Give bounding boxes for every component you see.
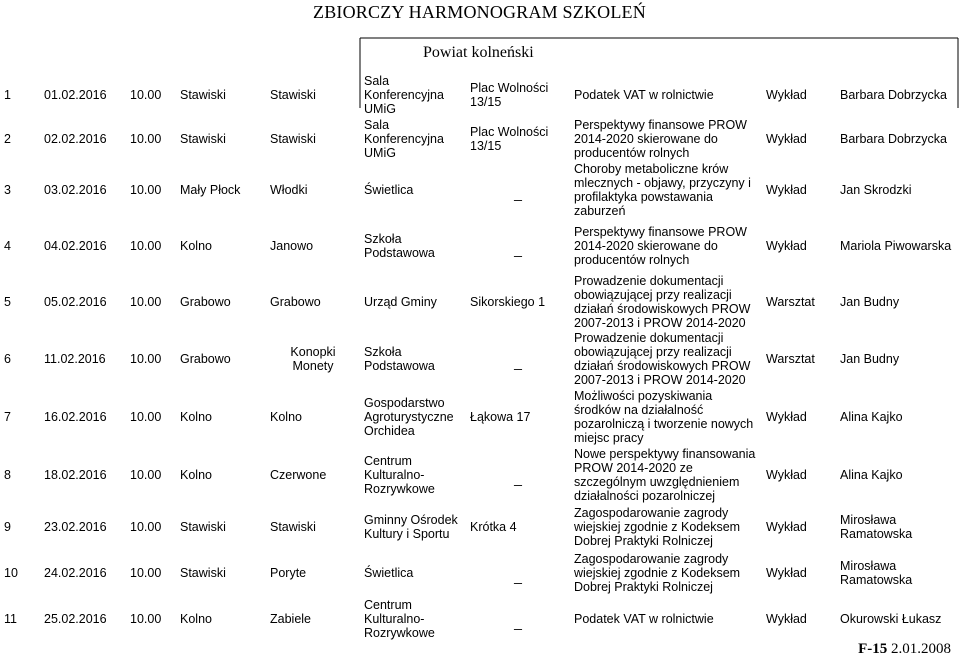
row-trainer: Alina Kajko	[840, 468, 903, 482]
row-place: Stawiski	[270, 520, 316, 534]
row-time: 10.00	[130, 352, 162, 366]
row-number: 6	[4, 352, 11, 366]
row-trainer: Jan Budny	[840, 352, 900, 366]
row-gmina: Stawiski	[180, 520, 226, 534]
row-gmina: Kolno	[180, 410, 212, 424]
row-place: Konopki Monety	[290, 345, 336, 373]
row-number: 11	[4, 612, 17, 626]
row-trainer: Mirosława Ramatowska	[840, 559, 913, 587]
row-topic: Perspektywy finansowe PROW 2014-2020 skierowane do producentów rolnych	[574, 225, 747, 267]
table-row	[0, 388, 959, 446]
row-date: 18.02.2016	[44, 468, 107, 482]
row-trainer: Barbara Dobrzycka	[840, 132, 947, 146]
table-row	[0, 274, 959, 330]
row-time: 10.00	[130, 88, 162, 102]
row-number: 9	[4, 520, 11, 534]
row-gmina: Kolno	[180, 239, 212, 253]
row-number: 4	[4, 239, 11, 253]
form-code-date: 2.01.2008	[891, 641, 951, 657]
row-form: Warsztat	[766, 352, 815, 366]
row-form: Wykład	[766, 88, 807, 102]
row-venue: Sala Konferencyjna UMiG	[364, 74, 444, 116]
row-form: Wykład	[766, 132, 807, 146]
row-time: 10.00	[130, 239, 162, 253]
row-topic: Podatek VAT w rolnictwie	[574, 612, 714, 626]
page-title: ZBIORCZY HARMONOGRAM SZKOLEŃ	[313, 2, 646, 22]
row-venue: Gminny Ośrodek Kultury i Sportu	[364, 513, 458, 541]
row-date: 11.02.2016	[44, 352, 106, 366]
row-time: 10.00	[130, 520, 162, 534]
row-number: 2	[4, 132, 11, 146]
row-number: 7	[4, 410, 11, 424]
row-date: 24.02.2016	[44, 566, 107, 580]
row-number: 3	[4, 183, 11, 197]
row-form: Wykład	[766, 566, 807, 580]
training-schedule-table	[0, 38, 959, 642]
row-venue: Świetlica	[364, 183, 414, 197]
row-place: Grabowo	[270, 295, 321, 309]
row-trainer: Barbara Dobrzycka	[840, 88, 947, 102]
row-venue: Szkoła Podstawowa	[364, 232, 435, 260]
form-code-label: F-15	[858, 641, 888, 657]
row-gmina: Kolno	[180, 468, 212, 482]
row-topic: Choroby metaboliczne krów mlecznych - objawy, przyczyny i profilaktyka powstawania zaburzeń	[574, 162, 751, 218]
row-date: 16.02.2016	[44, 410, 107, 424]
row-number: 10	[4, 566, 18, 580]
row-topic: Prowadzenie dokumentacji obowiązującej przy realizacji działań środowiskowych PROW 2007-2013 i PROW 2014-2020	[574, 331, 751, 387]
row-address: Plac Wolności 13/15	[470, 81, 549, 109]
row-address: _	[514, 241, 522, 257]
row-venue: Centrum Kulturalno-Rozrywkowe	[364, 598, 435, 640]
row-address: _	[514, 568, 522, 584]
row-form: Warsztat	[766, 295, 815, 309]
row-venue: Gospodarstwo Agroturystyczne Orchidea	[364, 396, 454, 438]
row-number: 1	[4, 88, 11, 102]
row-venue: Szkoła Podstawowa	[364, 345, 435, 373]
row-place: Czerwone	[270, 468, 327, 482]
row-trainer: Mariola Piwowarska	[840, 239, 952, 253]
table-row	[0, 74, 959, 116]
row-gmina: Mały Płock	[180, 183, 241, 197]
row-place: Zabiele	[270, 612, 311, 626]
table-row	[0, 596, 959, 642]
row-address: _	[514, 614, 522, 630]
row-topic: Nowe perspektywy finansowania PROW 2014-2020 ze szczególnym uwzględnieniem działalności pozarolniczej	[574, 447, 756, 503]
row-venue: Urząd Gminy	[364, 295, 437, 309]
row-gmina: Stawiski	[180, 88, 226, 102]
row-number: 5	[4, 295, 11, 309]
row-time: 10.00	[130, 410, 162, 424]
row-form: Wykład	[766, 612, 807, 626]
row-place: Poryte	[270, 566, 307, 580]
row-trainer: Jan Budny	[840, 295, 900, 309]
row-address: Sikorskiego 1	[470, 295, 546, 309]
row-time: 10.00	[130, 132, 162, 146]
county-heading: Powiat kolneński	[423, 44, 534, 61]
table-row	[0, 330, 959, 388]
row-place: Kolno	[270, 410, 302, 424]
row-place: Stawiski	[270, 132, 316, 146]
row-date: 02.02.2016	[44, 132, 107, 146]
row-address: _	[514, 470, 522, 486]
row-time: 10.00	[130, 468, 162, 482]
row-address: _	[514, 354, 522, 370]
row-date: 25.02.2016	[44, 612, 107, 626]
row-number: 8	[4, 468, 11, 482]
table-row	[0, 218, 959, 274]
row-venue: Sala Konferencyjna UMiG	[364, 118, 444, 160]
row-trainer: Okurowski Łukasz	[840, 612, 942, 626]
row-trainer: Jan Skrodzki	[840, 183, 912, 197]
row-time: 10.00	[130, 566, 162, 580]
row-address: Plac Wolności 13/15	[470, 125, 549, 153]
row-address: Krótka 4	[470, 520, 517, 534]
row-address: Łąkowa 17	[470, 410, 531, 424]
row-topic: Podatek VAT w rolnictwie	[574, 88, 714, 102]
table-row	[0, 446, 959, 504]
row-form: Wykład	[766, 183, 807, 197]
row-trainer: Alina Kajko	[840, 410, 903, 424]
row-venue: Centrum Kulturalno-Rozrywkowe	[364, 454, 435, 496]
row-time: 10.00	[130, 612, 162, 626]
table-row	[0, 162, 959, 218]
row-gmina: Stawiski	[180, 132, 226, 146]
row-gmina: Kolno	[180, 612, 212, 626]
row-topic: Możliwości pozyskiwania środków na działalność pozarolniczą i tworzenie nowych miejsc pracy	[574, 389, 754, 445]
row-date: 05.02.2016	[44, 295, 107, 309]
row-form: Wykład	[766, 520, 807, 534]
row-form: Wykład	[766, 410, 807, 424]
row-place: Włodki	[270, 183, 308, 197]
row-address: _	[514, 185, 522, 201]
row-topic: Prowadzenie dokumentacji obowiązującej przy realizacji działań środowiskowych PROW 2007-2013 i PROW 2014-2020	[574, 274, 751, 330]
row-date: 03.02.2016	[44, 183, 107, 197]
row-topic: Perspektywy finansowe PROW 2014-2020 skierowane do producentów rolnych	[574, 118, 747, 160]
row-gmina: Stawiski	[180, 566, 226, 580]
row-trainer: Mirosława Ramatowska	[840, 513, 913, 541]
table-row	[0, 550, 959, 596]
row-topic: Zagospodarowanie zagrody wiejskiej zgodnie z Kodeksem Dobrej Praktyki Rolniczej	[574, 506, 741, 548]
row-place: Janowo	[270, 239, 314, 253]
table-row	[0, 504, 959, 550]
row-place: Stawiski	[270, 88, 316, 102]
row-form: Wykład	[766, 468, 807, 482]
row-topic: Zagospodarowanie zagrody wiejskiej zgodnie z Kodeksem Dobrej Praktyki Rolniczej	[574, 552, 741, 594]
row-date: 01.02.2016	[44, 88, 107, 102]
row-time: 10.00	[130, 295, 162, 309]
row-gmina: Grabowo	[180, 352, 231, 366]
row-date: 23.02.2016	[44, 520, 107, 534]
row-venue: Świetlica	[364, 566, 414, 580]
table-row	[0, 116, 959, 162]
row-form: Wykład	[766, 239, 807, 253]
form-code	[858, 641, 951, 658]
row-date: 04.02.2016	[44, 239, 107, 253]
row-time: 10.00	[130, 183, 162, 197]
row-gmina: Grabowo	[180, 295, 231, 309]
